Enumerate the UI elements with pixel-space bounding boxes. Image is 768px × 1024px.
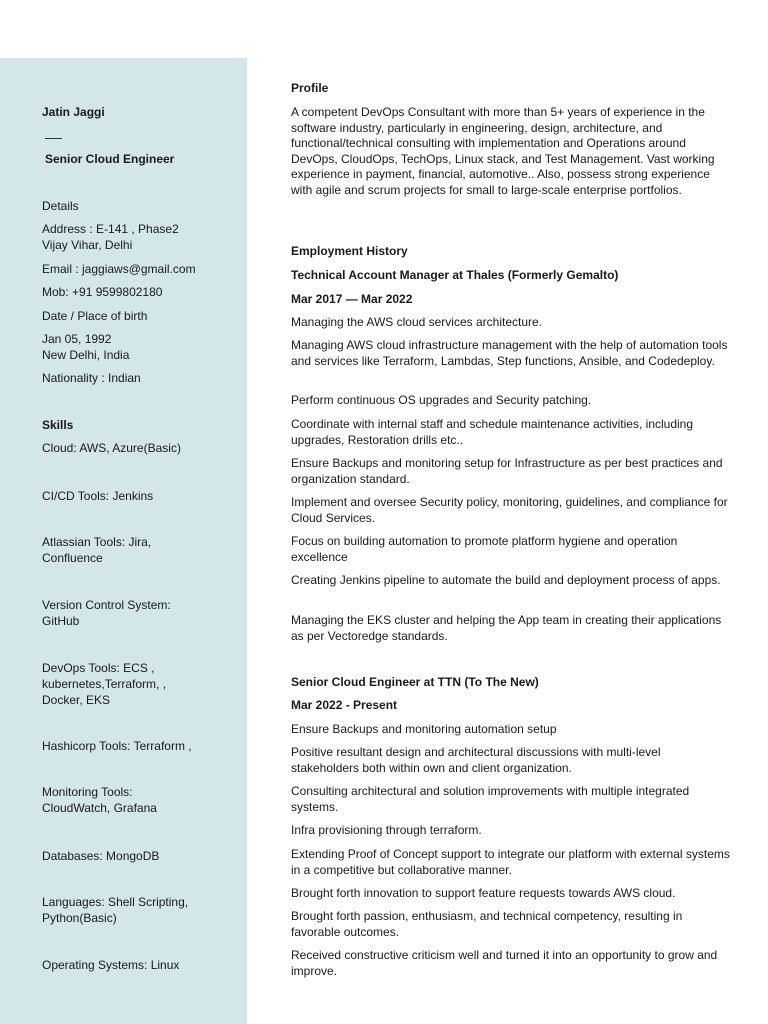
skill-item: Databases: MongoDB [42,849,160,863]
candidate-name: Jatin Jaggi [42,105,105,119]
job-item: Perform continuous OS upgrades and Security patching. [291,393,592,407]
nationality: Nationality : Indian [42,371,141,385]
job-item: Focus on building automation to promote platform hygiene and operation excellence [291,534,678,564]
job-item: Creating Jenkins pipeline to automate the build and deployment process of apps. [291,573,721,587]
name-divider [45,138,62,139]
skills-heading: Skills [42,418,74,432]
job-item: Brought forth innovation to support feature requests towards AWS cloud. [291,886,676,900]
skill-item: DevOps Tools: ECS , kubernetes,Terraform, , Docker, EKS [42,661,167,707]
job-item: Infra provisioning through terraform. [291,823,482,837]
job-item: Implement and oversee Security policy, monitoring, guidelines, and compliance for Cloud Services. [291,495,728,525]
skill-item: Version Control System: GitHub [42,598,171,628]
skill-item: Atlassian Tools: Jira, Confluence [42,535,152,565]
candidate-title: Senior Cloud Engineer [45,152,175,166]
job-title: Technical Account Manager at Thales (Formerly Gemalto) [291,268,619,282]
details-heading: Details [42,199,79,213]
job-dates: Mar 2017 — Mar 2022 [291,292,413,306]
profile-text: A competent DevOps Consultant with more than 5+ years of experience in the software industry, particularly in engineering, design, architecture, and functional/technical consulting with implementation and Operations around DevOps, CloudOps, TechOps, Linux stack, and Test Management. Vast working experience in payment, financial, automotive.. Also, possess strong experience with agile and scrum projects for small to large-scale enterprise portfolios. [291,105,715,197]
job-item: Consulting architectural and solution improvements with multiple integrated systems. [291,784,690,814]
job-item: Ensure Backups and monitoring automation setup [291,722,557,736]
skill-item: Monitoring Tools: CloudWatch, Grafana [42,785,157,815]
job-item: Coordinate with internal staff and schedule maintenance activities, including upgrades, Restoration drills etc.. [291,417,694,447]
job-dates: Mar 2022 - Present [291,698,398,712]
skill-item: CI/CD Tools: Jenkins [42,489,154,503]
job-title: Senior Cloud Engineer at TTN (To The New) [291,675,539,689]
profile-heading: Profile [291,81,329,95]
job-item: Positive resultant design and architectural discussions with multi-level stakeholders both within own and client organization. [291,745,661,775]
sidebar [0,58,247,1024]
address: Address : E-141 , Phase2 Vijay Vihar, Delhi [42,222,179,252]
job-item: Extending Proof of Concept support to integrate our platform with external systems in a competitive but collaborative manner. [291,847,730,877]
skill-item: Languages: Shell Scripting, Python(Basic) [42,895,189,925]
job-item: Ensure Backups and monitoring setup for Infrastructure as per best practices and organization standard. [291,456,723,486]
job-item: Managing the EKS cluster and helping the App team in creating their applications as per Vectoredge standards. [291,613,722,643]
job-item: Managing the AWS cloud services architecture. [291,315,543,329]
dob-value: Jan 05, 1992 New Delhi, India [42,332,130,362]
skill-item: Cloud: AWS, Azure(Basic) [42,441,181,455]
email: Email : jaggiaws@gmail.com [42,262,196,276]
mobile: Mob: +91 9599802180 [42,285,163,299]
employment-heading: Employment History [291,244,408,258]
skill-item: Hashicorp Tools: Terraform , [42,739,192,753]
job-item: Received constructive criticism well and turned it into an opportunity to grow and improve. [291,948,718,978]
skill-item: Operating Systems: Linux [42,958,180,972]
job-item: Managing AWS cloud infrastructure management with the help of automation tools and services like Terraform, Lambdas, Step functions, Ansible, and Codedeploy. [291,338,728,368]
dob-label: Date / Place of birth [42,309,148,323]
job-item: Brought forth passion, enthusiasm, and technical competency, resulting in favorable outcomes. [291,909,683,939]
